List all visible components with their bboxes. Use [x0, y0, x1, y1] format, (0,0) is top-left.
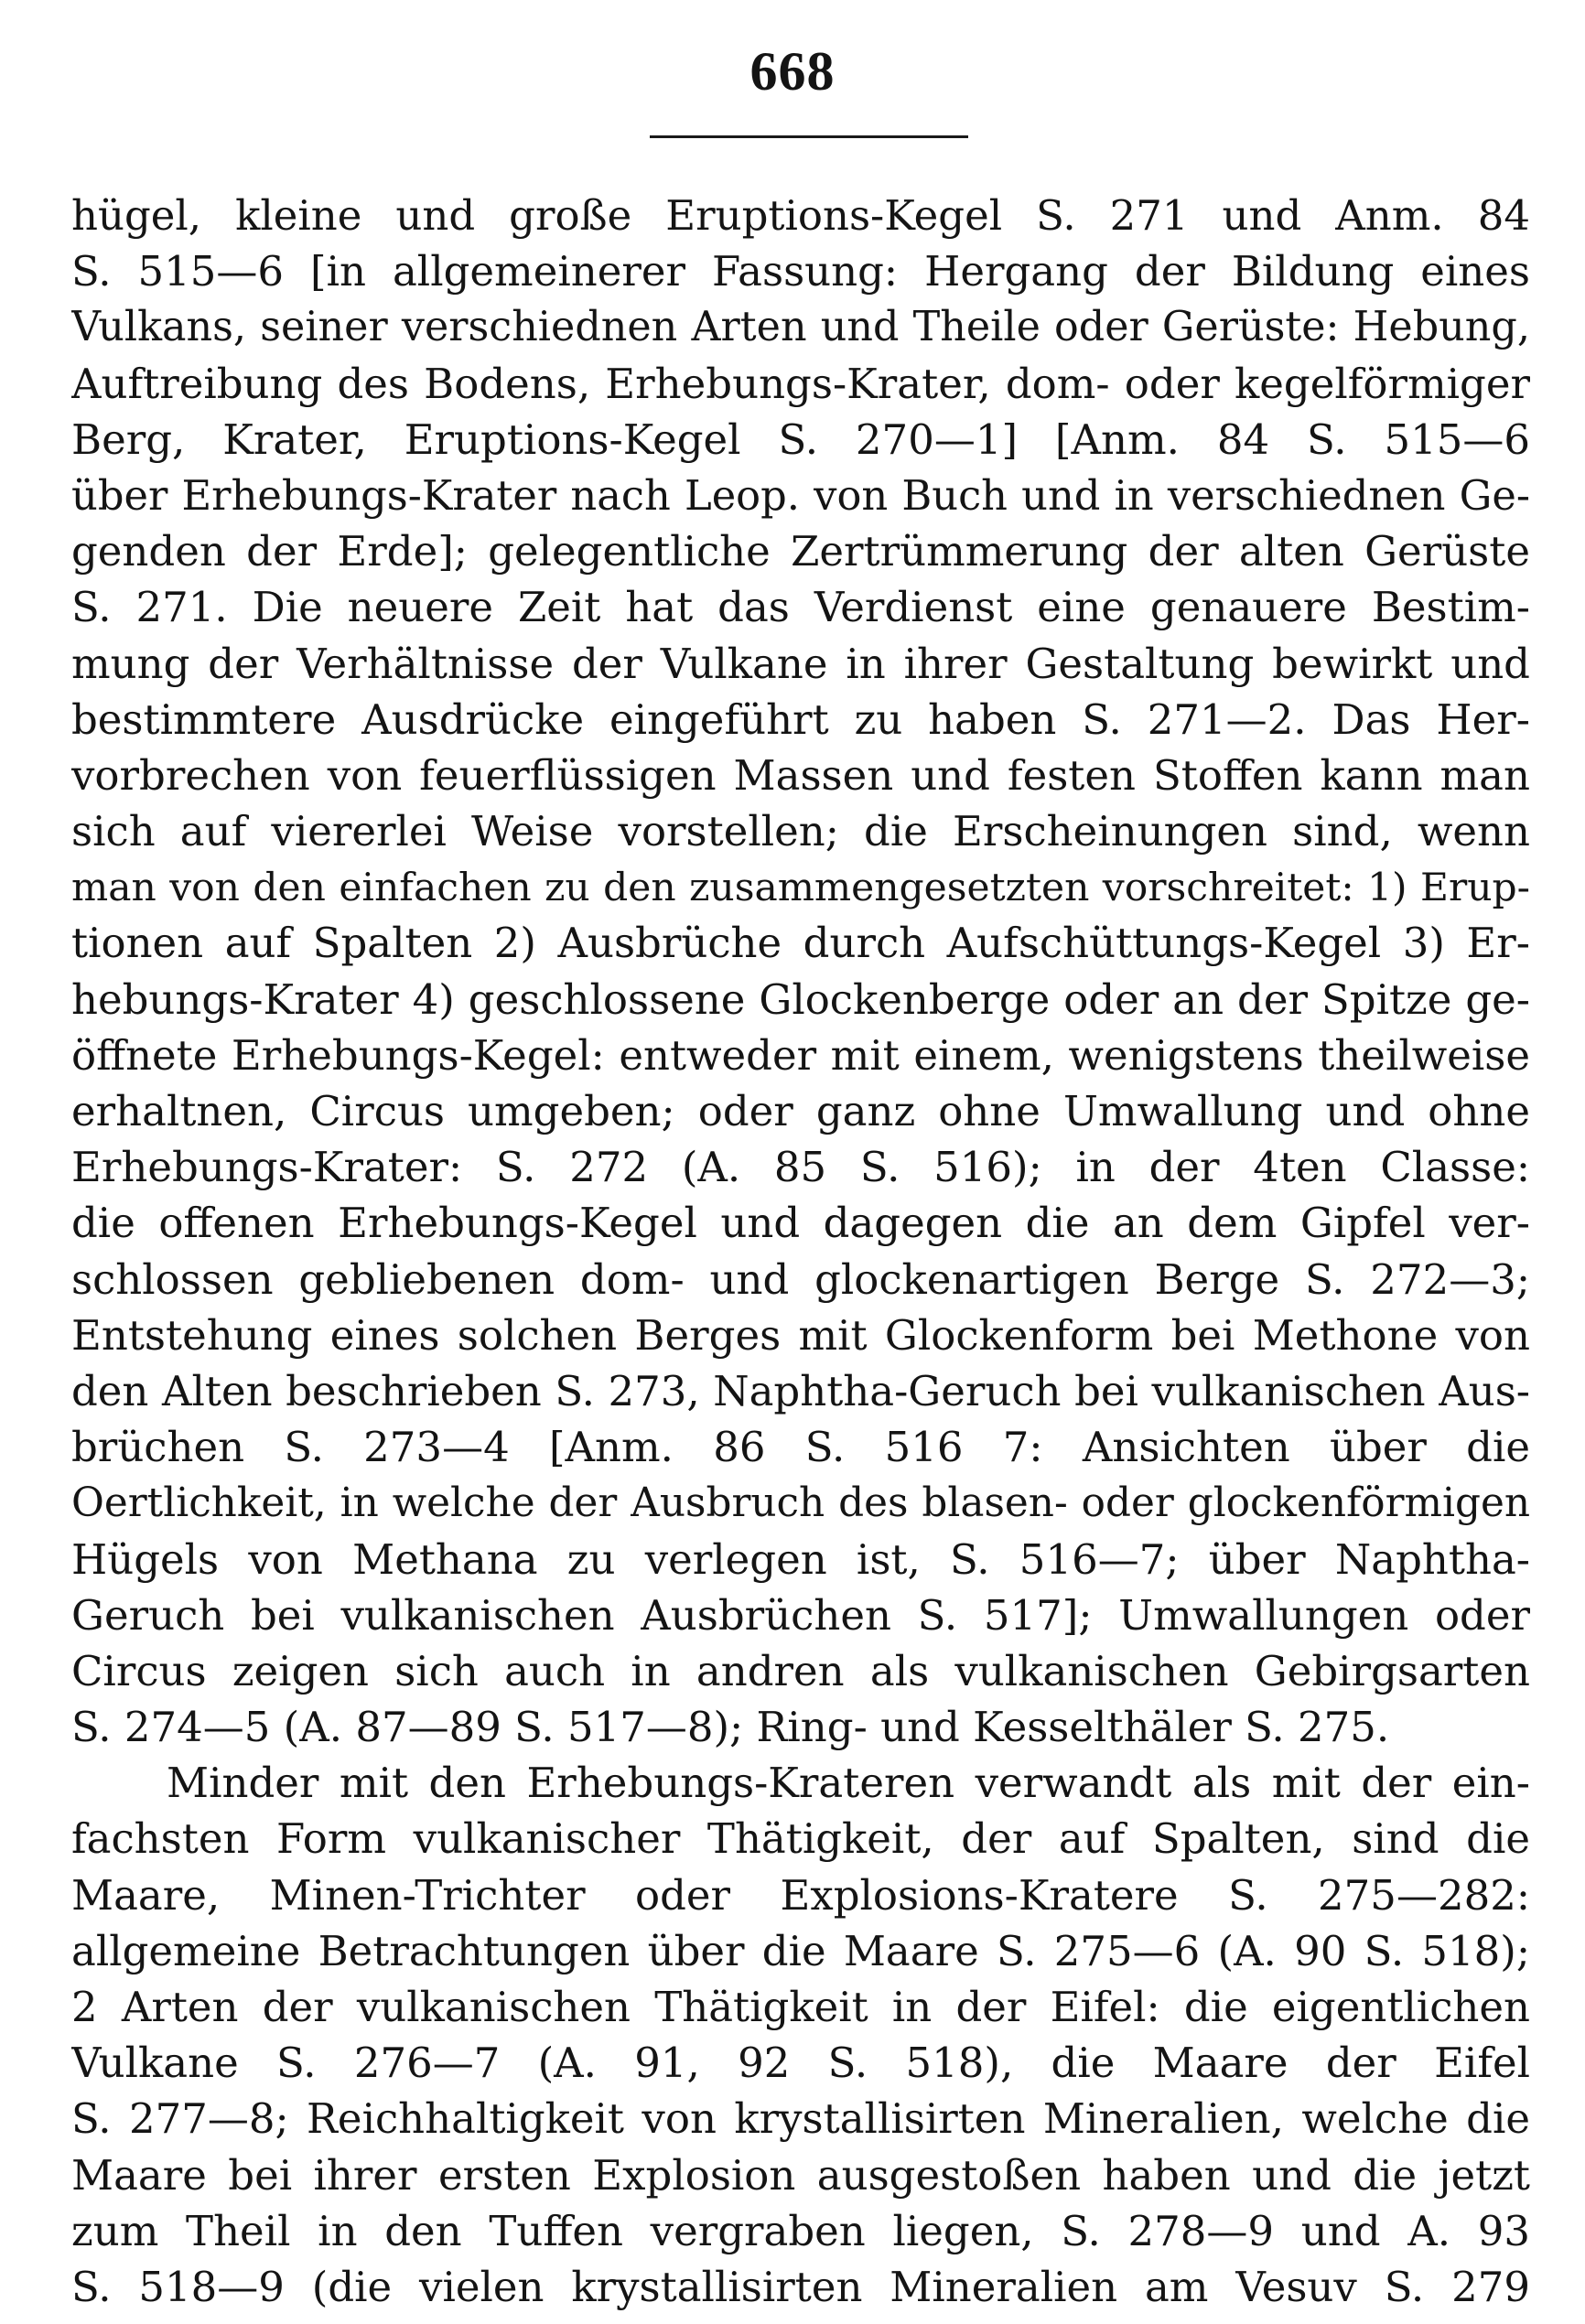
- text-line: S. 518—9 (die vielen krystallisirten Mineralien am Vesuv S. 279: [71, 2262, 1530, 2311]
- text-line: Berg, Krater, Eruptions-Kegel S. 270—1] [Anm. 84 S. 515—6: [71, 414, 1530, 464]
- text-line: Vulkane S. 276—7 (A. 91, 92 S. 518), die Maare der Eifel: [71, 2039, 1530, 2088]
- text-line: 2 Arten der vulkanischen Thätigkeit in der Eifel: die eigentlichen: [71, 1983, 1530, 2031]
- header-rule: [650, 135, 968, 138]
- text-line: zum Theil in den Tuffen vergraben liegen, S. 278—9 und A. 93: [71, 2206, 1530, 2255]
- text-line: den Alten beschrieben S. 273, Naphtha-Geruch bei vulkanischen Aus-: [71, 1366, 1530, 1415]
- text-line: S. 277—8; Reichhaltigkeit von krystallisirten Mineralien, welche die: [71, 2094, 1530, 2144]
- body-text: [71, 188, 1530, 2315]
- text-line: sich auf viererlei Weise vorstellen; die Erscheinungen sind, wenn: [71, 807, 1530, 856]
- text-line: erhaltnen, Circus umgeben; oder ganz ohne Umwallung und ohne: [71, 1087, 1530, 1135]
- text-line: bestimmtere Ausdrücke eingeführt zu haben S. 271—2. Das Her-: [71, 694, 1530, 744]
- text-line: Erhebungs-Krater: S. 272 (A. 85 S. 516); in der 4ten Classe:: [71, 1143, 1530, 1192]
- text-line: Maare, Minen-Trichter oder Explosions-Kratere S. 275—282:: [71, 1870, 1530, 1920]
- text-line: öffnete Erhebungs-Kegel: entweder mit einem, wenigstens theilweise: [71, 1030, 1530, 1080]
- text-line: Maare bei ihrer ersten Explosion ausgestoßen haben und die jetzt: [71, 2150, 1530, 2200]
- text-line: S. 271. Die neuere Zeit hat das Verdienst eine genauere Bestim-: [71, 583, 1530, 632]
- text-line: Entstehung eines solchen Berges mit Glockenform bei Methone von: [71, 1310, 1530, 1360]
- text-line: hügel, kleine und große Eruptions-Kegel S. 271 und Anm. 84: [71, 191, 1530, 240]
- text-line: vorbrechen von feuerflüssigen Massen und festen Stoffen kann man: [71, 750, 1530, 800]
- text-line: man von den einfachen zu den zusammengesetzten vorschreitet: 1) Erup-: [71, 865, 1530, 910]
- text-line: Oertlichkeit, in welche der Ausbruch des blasen- oder glockenförmigen: [71, 1479, 1530, 1527]
- text-line: brüchen S. 273—4 [Anm. 86 S. 516 7: Ansichten über die: [71, 1423, 1530, 1472]
- text-line: Auftreibung des Bodens, Erhebungs-Krater, dom- oder kegelförmiger: [71, 359, 1530, 408]
- text-line: Vulkans, seiner verschiednen Arten und Theile oder Gerüste: Hebung,: [71, 304, 1530, 351]
- text-line: genden der Erde]; gelegentliche Zertrümmerung der alten Gerüste: [71, 527, 1530, 576]
- text-line: allgemeine Betrachtungen über die Maare S. 275—6 (A. 90 S. 518);: [71, 1926, 1530, 1975]
- text-line: schlossen gebliebenen dom- und glockenartigen Berge S. 272—3;: [71, 1254, 1530, 1304]
- text-line: über Erhebungs-Krater nach Leop. von Buch und in verschiednen Ge-: [71, 470, 1530, 520]
- text-line: S. 515—6 [in allgemeinerer Fassung: Hergang der Bildung eines: [71, 247, 1530, 296]
- paragraph-start-line: Minder mit den Erhebungs-Krateren verwandt als mit der ein-: [167, 1759, 1530, 1808]
- paragraph-end-line: S. 274—5 (A. 87—89 S. 517—8); Ring- und Kesselthäler S. 275.: [71, 1703, 1390, 1752]
- text-line: die offenen Erhebungs-Kegel und dagegen die an dem Gipfel ver-: [71, 1199, 1530, 1248]
- text-line: Circus zeigen sich auch in andren als vulkanischen Gebirgsarten: [71, 1646, 1530, 1695]
- text-line: mung der Verhältnisse der Vulkane in ihrer Gestaltung bewirkt und: [71, 639, 1530, 688]
- page-number: 668: [749, 41, 836, 102]
- text-line: Hügels von Methana zu verlegen ist, S. 516—7; über Naphtha-: [71, 1534, 1530, 1584]
- text-line: hebungs-Krater 4) geschlossene Glockenberge oder an der Spitze ge-: [71, 974, 1530, 1024]
- text-line: tionen auf Spalten 2) Ausbrüche durch Aufschüttungs-Kegel 3) Er-: [71, 919, 1530, 968]
- text-line: Geruch bei vulkanischen Ausbrüchen S. 517]; Umwallungen oder: [71, 1590, 1530, 1640]
- text-line: fachsten Form vulkanischer Thätigkeit, der auf Spalten, sind die: [71, 1814, 1530, 1864]
